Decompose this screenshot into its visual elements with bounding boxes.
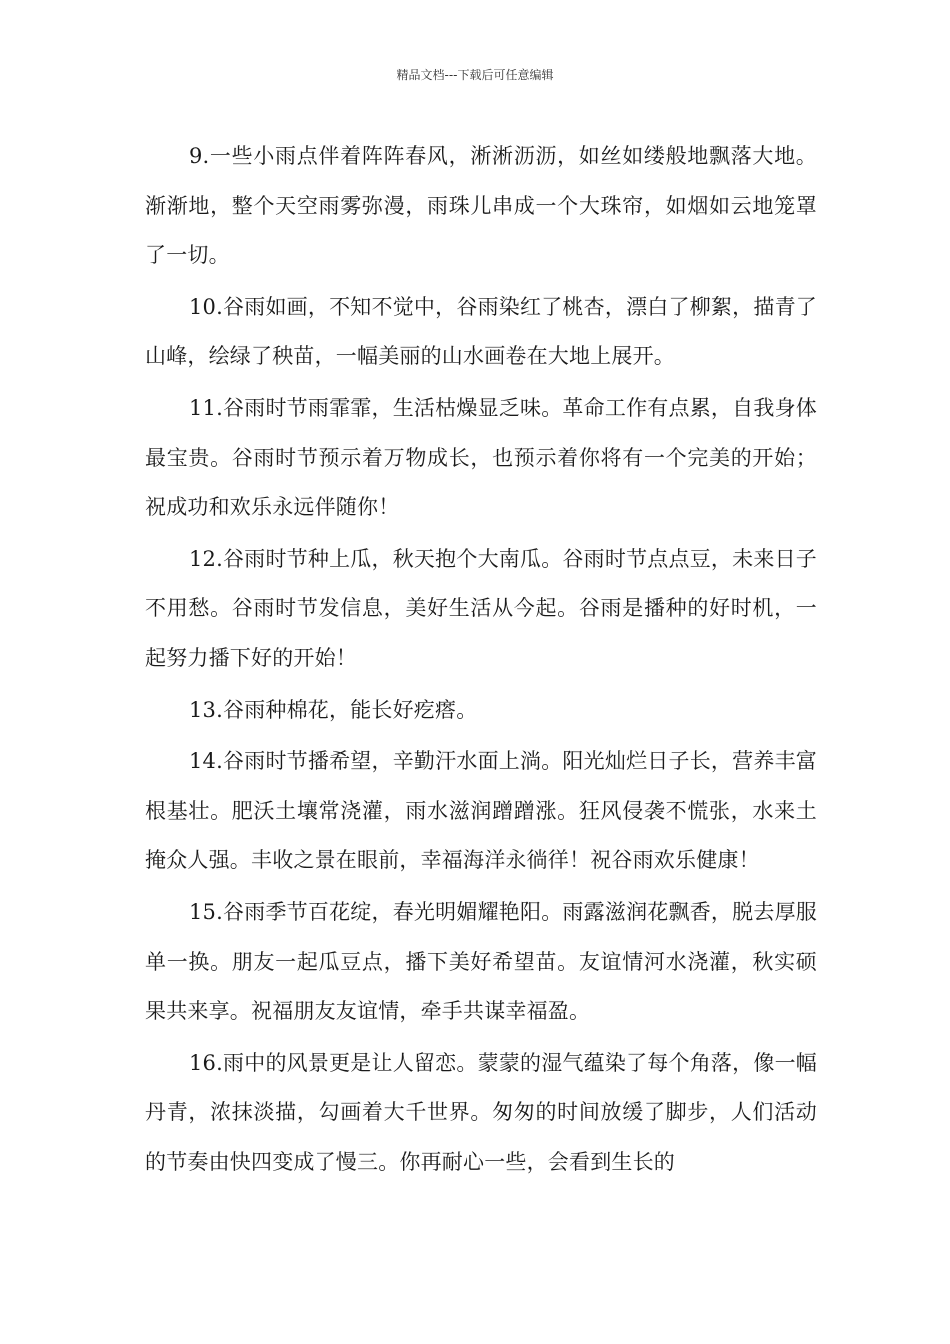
paragraph-11: 11.谷雨时节雨霏霏，生活枯燥显乏味。革命工作有点累，自我身体最宝贵。谷雨时节预示着万物成长，也预示着你将有一个完美的开始；祝成功和欢乐永远伴随你！ xyxy=(145,395,817,520)
document-body xyxy=(145,132,817,1189)
paragraph-16: 16.雨中的风景更是让人留恋。蒙蒙的湿气蕴染了每个角落，像一幅丹青，浓抹淡描，勾画着大千世界。匆匆的时间放缓了脚步，人们活动的节奏由快四变成了慢三。你再耐心一些，会看到生长的 xyxy=(145,1050,817,1174)
paragraph-14: 14.谷雨时节播希望，辛勤汗水面上淌。阳光灿烂日子长，营养丰富根基壮。肥沃土壤常浇灌，雨水滋润蹭蹭涨。狂风侵袭不慌张，水来土掩众人强。丰收之景在眼前，幸福海洋永徜徉！祝谷雨欢乐健康！ xyxy=(145,749,817,873)
paragraph-15: 15.谷雨季节百花绽，春光明媚耀艳阳。雨露滋润花飘香，脱去厚服单一换。朋友一起瓜豆点，播下美好希望苗。友谊情河水浇灌，秋实硕果共来享。祝福朋友友谊情，牵手共谋幸福盈。 xyxy=(145,899,817,1024)
paragraph-10: 10.谷雨如画，不知不觉中，谷雨染红了桃杏，漂白了柳絮，描青了山峰，绘绿了秧苗，一幅美丽的山水画卷在大地上展开。 xyxy=(145,294,817,369)
page-header: 精品文档---下载后可任意编辑 xyxy=(396,68,554,82)
paragraph-13: 13.谷雨种棉花，能长好疙瘩。 xyxy=(189,697,478,722)
paragraph-9: 9.一些小雨点伴着阵阵春风，淅淅沥沥，如丝如缕般地飘落大地。渐渐地，整个天空雨雾弥漫，雨珠儿串成一个大珠帘，如烟如云地笼罩了一切。 xyxy=(145,144,817,268)
paragraph-12: 12.谷雨时节种上瓜，秋天抱个大南瓜。谷雨时节点点豆，未来日子不用愁。谷雨时节发信息，美好生活从今起。谷雨是播种的好时机，一起努力播下好的开始！ xyxy=(145,546,817,670)
